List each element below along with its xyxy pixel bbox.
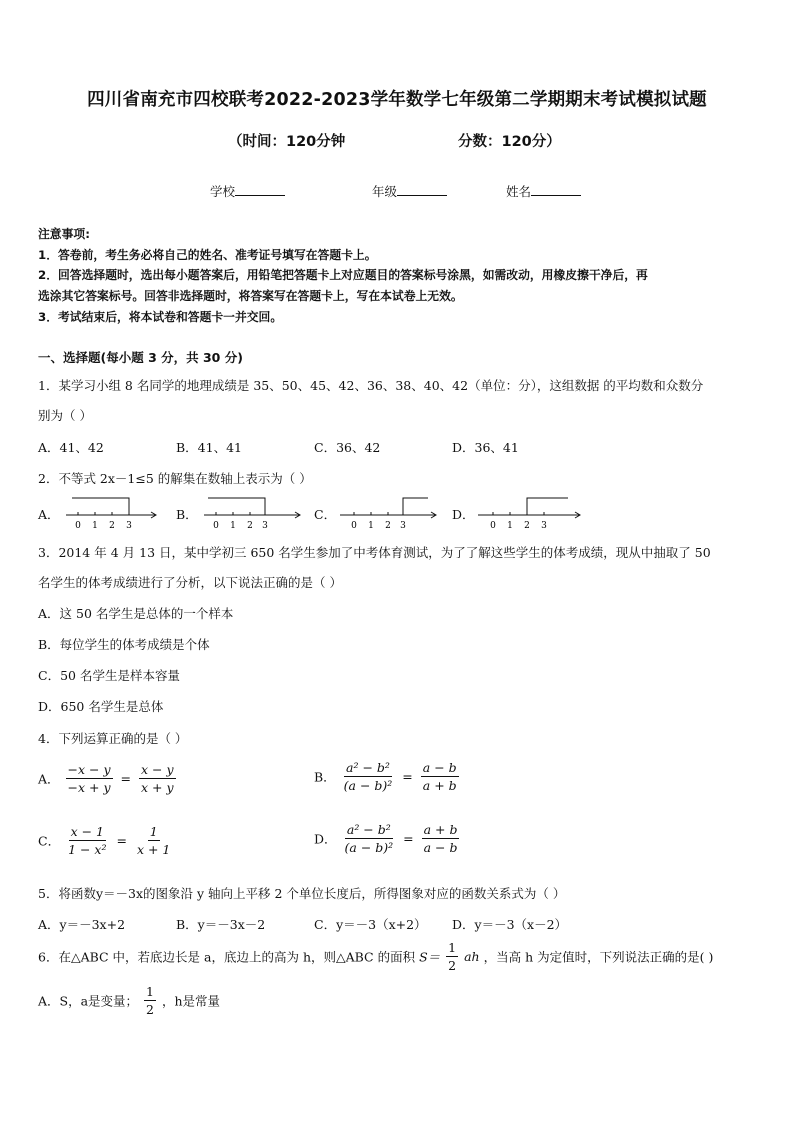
q6-option-a-text: A．S，a是变量； [38,993,139,1009]
q1-stem-line1: 1．某学习小组 8 名同学的地理成绩是 35、50、45、42、36、38、40、42（单位：分），这组数据 的平均数和众数分 [38,378,704,393]
tick-label: 2 [247,521,253,531]
q4-option-a[interactable]: A． $\frac{-x - y}{-x + y}$ = $\frac{x - y}{x + y}$ [38,762,174,795]
name-blank[interactable] [531,183,581,196]
q3-stem-line2: 名学生的体考成绩进行了分析，以下说法正确的是（ ） [38,575,342,590]
q2-numberline-b [198,492,304,532]
q6-formula-right: ah [464,949,480,964]
q2-option-a[interactable]: A． [38,507,60,522]
school-field[interactable] [210,182,285,200]
fraction: $\frac{x - 1}{\text{1 − x²}}$ [68,824,107,857]
fraction: $\frac{a + b}{a - b}$ [423,822,458,855]
q2-option-b[interactable]: B． [176,507,198,522]
notes-block [38,224,760,328]
q3-option-c[interactable]: C．50 名学生是样本容量 [38,668,180,683]
q2-numberline-d [474,492,584,532]
name-label: 姓名 [506,184,532,199]
tick-label: 0 [351,521,357,531]
q1-option-c[interactable]: C．36、42 [314,440,381,455]
q3-option-d[interactable]: D．650 名学生是总体 [38,699,164,714]
exam-time: （时间：120分钟 [228,134,346,150]
q2-numberline-c [336,492,440,532]
fraction: $\frac{\text{a² − b²}}{\text{(a − b)²}}$ [344,822,394,855]
q2-numberline-a [60,492,160,532]
page-title: 四川省南充市四校联考2022-2023学年数学七年级第二学期期末考试模拟试题 [87,90,707,110]
q4-option-b[interactable]: B． $\frac{\text{a² − b²}}{\text{(a − b)²}}$ = $\frac{a - b}{a + b}$ [314,760,457,793]
q5-option-c[interactable]: C．y＝－3（x+2） [314,917,427,932]
tick-label: 2 [109,521,115,531]
grade-field[interactable] [372,182,447,200]
tick-label: 0 [490,521,496,531]
tick-label: 0 [75,521,81,531]
q6-option-a[interactable] [38,984,220,1017]
q5-option-a[interactable]: A．y＝－3x+2 [38,917,126,932]
option-letter: D． [314,831,337,847]
q4-option-d[interactable]: D． $\frac{\text{a² − b²}}{\text{(a − b)²}}$ = $\frac{a + b}{a - b}$ [314,822,458,855]
q3-stem-line1: 3．2014 年 4 月 13 日，某中学初三 650 名学生参加了中考体育测试，为了了解这些学生的体考成绩，现从中抽取了 50 [38,545,711,560]
q6-formula-left: S＝ [419,949,441,965]
q2-stem: 2．不等式 2x－1≤5 的解集在数轴上表示为（ ） [38,471,312,486]
q6-stem-text: ，当高 h 为定值时，下列说法正确的是( ) [483,949,714,965]
tick-label: 3 [541,521,547,531]
fraction: $\frac{1}{2}$ [146,984,154,1017]
notes-item: 1．答卷前，考生务必将自己的姓名、准考证号填写在答题卡上。 [38,247,377,262]
q6-stem [38,940,713,973]
q1-option-b[interactable]: B．41、41 [176,440,242,455]
q1-option-a[interactable]: A．41、42 [38,440,104,455]
notes-item: 2．回答选择题时，选出每小题答案后，用铅笔把答题卡上对应题目的答案标号涂黑，如需改动，用橡皮擦干净后，再 [38,268,648,283]
grade-label: 年级 [372,184,398,199]
q4-option-c[interactable]: C． $\frac{x - 1}{\text{1 − x²}}$ = $\frac{1}{x + 1}$ [38,824,171,857]
q2-option-d[interactable]: D． [452,507,475,522]
name-field[interactable] [506,182,581,200]
tick-label: 1 [507,521,513,531]
q4-stem: 4．下列运算正确的是（ ） [38,731,188,746]
option-letter: B． [314,769,336,785]
fraction: $\frac{-x - y}{-x + y}$ [67,762,111,795]
grade-blank[interactable] [397,183,447,196]
notes-heading: 注意事项: [38,227,90,241]
q6-option-a-text: ，h是常量 [161,993,221,1009]
q5-option-d[interactable]: D．y＝－3（x－2） [452,917,568,932]
fraction: $\frac{\text{a² − b²}}{\text{(a − b)²}}$ [343,760,393,793]
q3-option-a[interactable]: A．这 50 名学生是总体的一个样本 [38,606,234,621]
tick-label: 3 [262,521,268,531]
tick-label: 3 [400,521,406,531]
fraction: $\frac{1}{x + 1}$ [136,824,171,857]
school-label: 学校 [210,184,236,199]
fraction: $\frac{a - b}{a + b}$ [422,760,457,793]
tick-label: 1 [92,521,98,531]
section-heading: 一、选择题(每小题 3 分，共 30 分) [38,350,243,365]
tick-label: 0 [213,521,219,531]
school-blank[interactable] [235,183,285,196]
tick-label: 3 [126,521,132,531]
tick-label: 2 [524,521,530,531]
q6-formula-fraction: $\frac{1}{2}$ [448,940,457,973]
fraction: $\frac{x - y}{x + y}$ [140,762,174,795]
exam-score: 分数：120分） [458,134,561,150]
q3-option-b[interactable]: B．每位学生的体考成绩是个体 [38,637,210,652]
tick-label: 2 [385,521,391,531]
option-letter: C． [38,833,61,849]
q1-stem-line2: 别为（ ） [38,408,92,423]
notes-item: 选涂其它答案标号。回答非选择题时，将答案写在答题卡上，写在本试卷上无效。 [38,289,463,304]
notes-item: 3．考试结束后，将本试卷和答题卡一并交回。 [38,309,283,324]
q2-option-c[interactable]: C． [314,507,337,522]
option-letter: A． [38,771,60,787]
tick-label: 1 [368,521,374,531]
tick-label: 1 [230,521,236,531]
q5-stem: 5．将函数y＝－3x的图象沿 y 轴向上平移 2 个单位长度后，所得图象对应的函数关系式为（ ） [38,886,566,901]
q1-option-d[interactable]: D．36、41 [452,440,519,455]
q6-stem-text: 6．在△ABC 中，若底边长是 a，底边上的高为 h，则△ABC 的面积 [38,949,416,965]
q5-option-b[interactable]: B．y＝－3x－2 [176,917,266,932]
